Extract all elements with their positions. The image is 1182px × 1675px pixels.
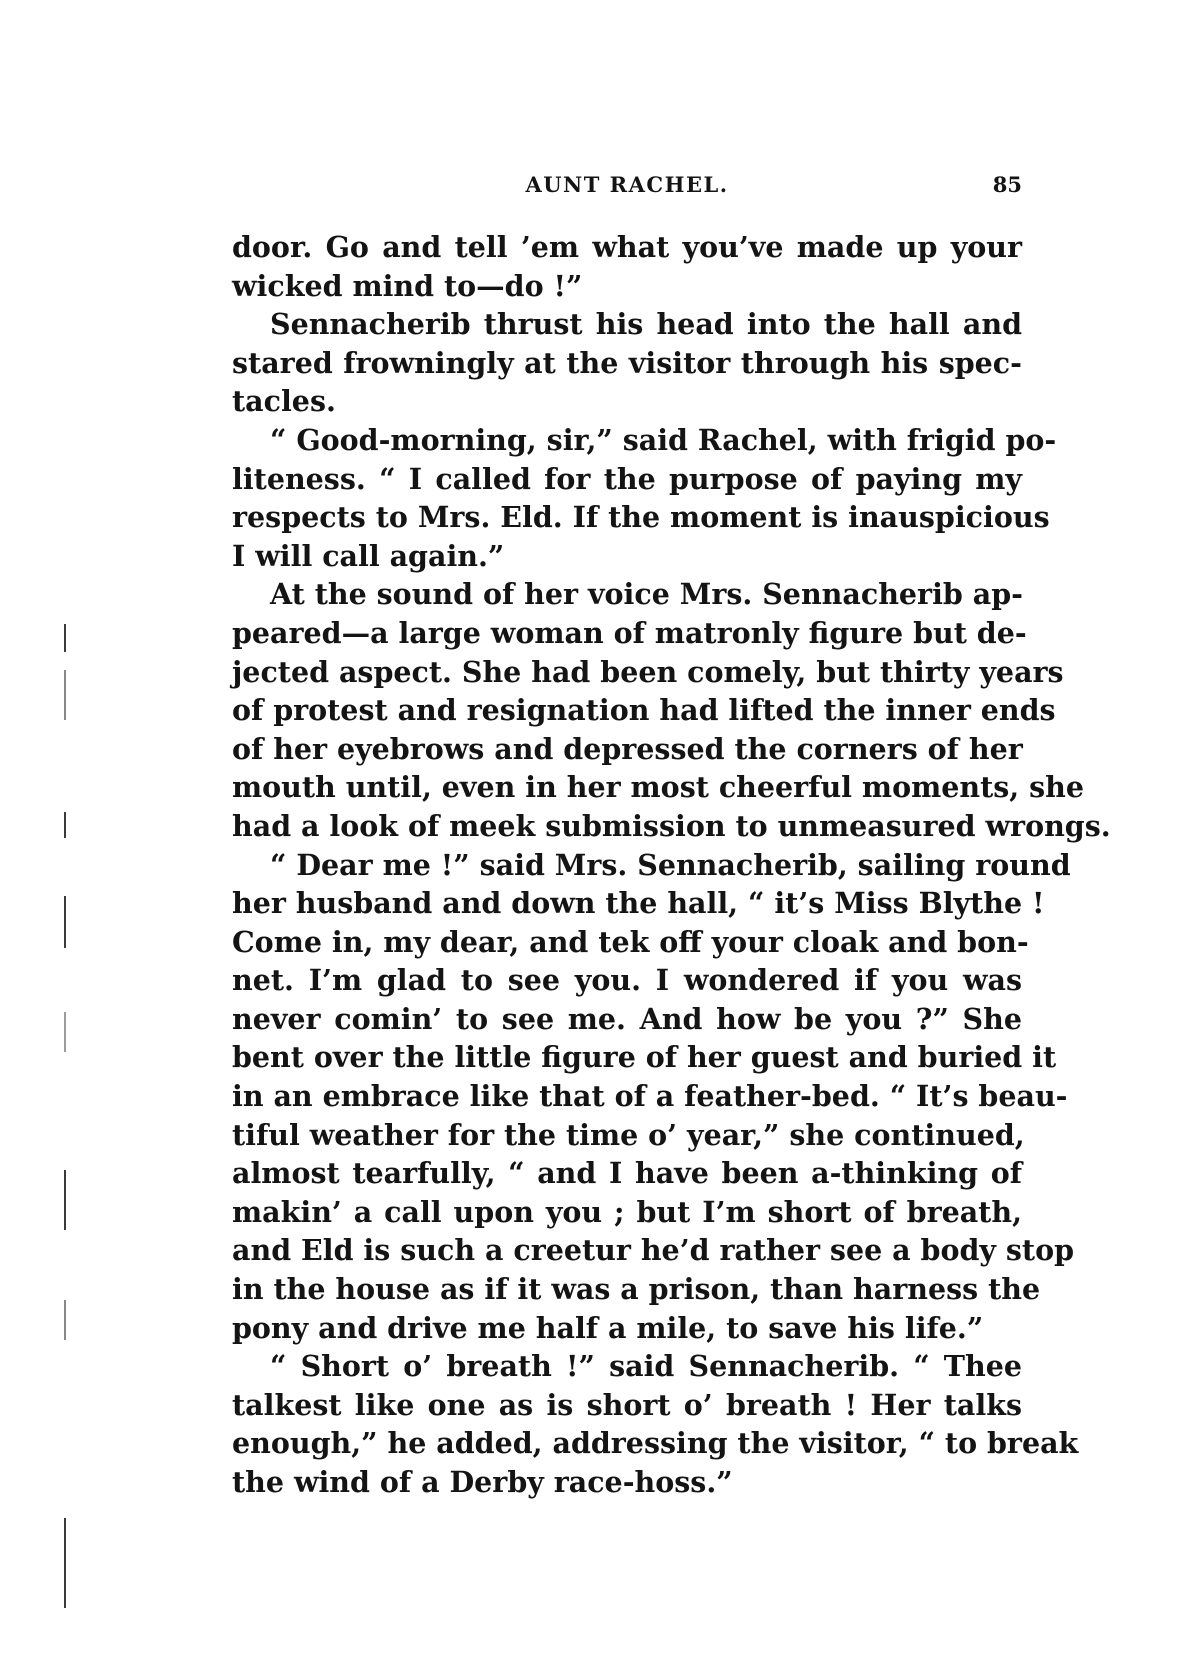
text-line: tiful weather for the time o’ year,” she continued, bbox=[232, 1117, 1025, 1152]
text-line: “ Good-morning, sir,” said Rachel, with frigid po- bbox=[270, 422, 1057, 457]
text-line: of her eyebrows and depressed the corners of her bbox=[232, 731, 1023, 766]
text-line: tacles. bbox=[232, 384, 336, 419]
scan-artifact bbox=[64, 670, 66, 720]
body-text bbox=[232, 228, 1111, 1502]
text-line: respects to Mrs. Eld. If the moment is inauspicious bbox=[232, 500, 1050, 535]
text-line: door. Go and tell ’em what you’ve made up your bbox=[232, 230, 1022, 264]
running-title: AUNT RACHEL. bbox=[525, 172, 729, 197]
text-line: bent over the little figure of her guest and buried it bbox=[232, 1040, 1057, 1075]
running-head bbox=[232, 172, 1022, 202]
text-line: Come in, my dear, and tek off your cloak and bon- bbox=[232, 924, 1029, 959]
text-line: peared—a large woman of matronly figure but de- bbox=[232, 615, 1027, 650]
text-line: I will call again.” bbox=[232, 538, 505, 573]
text-line: “ Dear me !” said Mrs. Sennacherib, sailing round bbox=[270, 847, 1071, 882]
text-line: stared frowningly at the visitor through his spec- bbox=[232, 345, 1022, 380]
text-line: liteness. “ I called for the purpose of paying my bbox=[232, 461, 1022, 496]
text-line: enough,” he added, addressing the visitor, “ to break bbox=[232, 1426, 1079, 1461]
scan-artifact bbox=[64, 896, 66, 948]
text-line: net. I’m glad to see you. I wondered if you was bbox=[232, 963, 1022, 998]
text-line: almost tearfully, “ and I have been a-thinking of bbox=[232, 1156, 1022, 1191]
scan-artifact bbox=[64, 1170, 66, 1230]
text-line: her husband and down the hall, “ it’s Miss Blythe ! bbox=[232, 886, 1045, 921]
text-line: the wind of a Derby race-hoss.” bbox=[232, 1465, 733, 1499]
page-number: 85 bbox=[992, 172, 1022, 197]
text-line: in the house as if it was a prison, than harness the bbox=[232, 1272, 1041, 1307]
text-line: At the sound of her voice Mrs. Sennacherib ap- bbox=[270, 577, 1023, 612]
scan-artifact bbox=[64, 624, 66, 652]
scan-artifact bbox=[64, 1012, 66, 1052]
text-line: of protest and resignation had lifted the inner ends bbox=[232, 693, 1056, 728]
text-line: had a look of meek submission to unmeasured wrongs. bbox=[232, 808, 1111, 843]
text-line: never comin’ to see me. And how be you ?” She bbox=[232, 1001, 1022, 1036]
text-line: “ Short o’ breath !” said Sennacherib. “ Thee bbox=[270, 1349, 1022, 1384]
text-line: talkest like one as is short o’ breath ! Her talks bbox=[232, 1387, 1022, 1422]
text-line: pony and drive me half a mile, to save his life.” bbox=[232, 1310, 984, 1345]
text-line: jected aspect. She had been comely, but thirty years bbox=[232, 654, 1064, 689]
text-line: in an embrace like that of a feather-bed. “ It’s beau- bbox=[232, 1079, 1068, 1114]
scan-artifact bbox=[64, 1518, 66, 1608]
scan-artifact bbox=[64, 812, 66, 838]
text-line: makin’ a call upon you ; but I’m short of breath, bbox=[232, 1194, 1022, 1229]
text-line: and Eld is such a creetur he’d rather see a body stop bbox=[232, 1233, 1075, 1268]
text-line: mouth until, even in her most cheerful moments, she bbox=[232, 770, 1085, 805]
scan-artifact bbox=[64, 1300, 66, 1340]
text-line: wicked mind to—do !” bbox=[232, 268, 583, 303]
text-line: Sennacherib thrust his head into the hall and bbox=[270, 307, 1022, 342]
